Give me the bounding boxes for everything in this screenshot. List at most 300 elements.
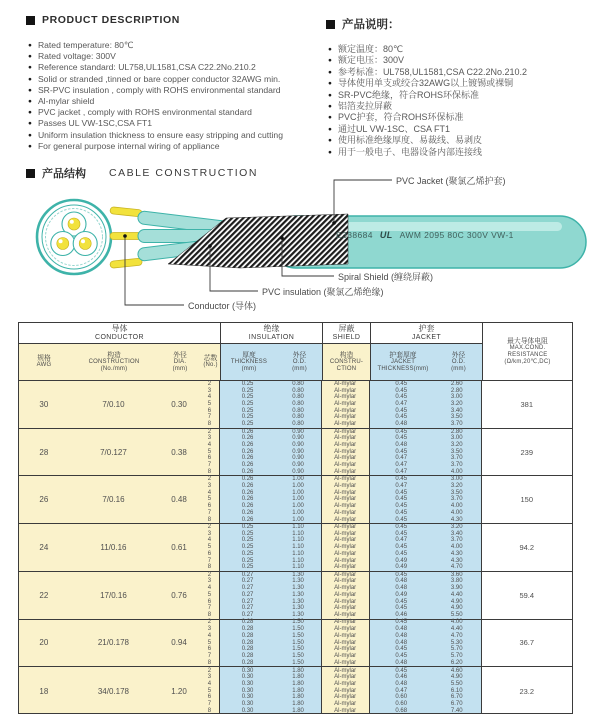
ins-thickness-value: 0.25 xyxy=(241,557,254,564)
jacket-od-value: 4.00 xyxy=(450,509,463,516)
jacket-od-value: 3.50 xyxy=(450,489,463,496)
jacket-od-value: 4.00 xyxy=(450,468,463,475)
cores-value: 8 xyxy=(207,611,212,618)
jacket-line xyxy=(370,688,481,695)
insulation-line xyxy=(220,626,321,633)
ins-od-value: 1.50 xyxy=(292,626,304,633)
jacket-line xyxy=(370,401,481,408)
ins-thickness-value: 0.25 xyxy=(241,421,254,428)
bullet-icon: ● xyxy=(328,137,332,145)
cores-value: 4 xyxy=(207,394,212,401)
construction-value: 34/0.178 xyxy=(69,667,158,714)
cores-column xyxy=(200,667,220,714)
product-description-title: PRODUCT DESCRIPTION xyxy=(42,14,180,26)
jacket-od-value: 3.50 xyxy=(450,414,463,421)
insulation-line xyxy=(220,490,321,497)
table-row-group-awg-28 xyxy=(19,429,572,477)
dia-value: 0.38 xyxy=(158,429,200,476)
cores-value: 3 xyxy=(207,626,212,633)
ins-od-value: 1.50 xyxy=(292,632,304,639)
bullet-icon: ● xyxy=(328,68,332,76)
ins-od-value: 0.90 xyxy=(292,455,304,462)
jacket-od-value: 5.30 xyxy=(450,639,463,646)
column-header-line: CONSTRUCTION xyxy=(88,359,140,366)
column-header-line: 外径 xyxy=(451,351,466,359)
ins-thickness-value: 0.28 xyxy=(241,659,254,666)
product-description-list xyxy=(28,40,328,152)
jacket-thickness-value: 0.47 xyxy=(395,483,408,489)
jacket-od-value: 4.90 xyxy=(450,674,463,681)
jacket-od-value: 3.70 xyxy=(450,455,463,462)
ins-od-value: 1.00 xyxy=(292,496,304,503)
jacket-od-value: 4.00 xyxy=(450,619,463,626)
insulation-line xyxy=(220,537,321,544)
list-item-text: 通过UL VW-1SC、CSA FT1 xyxy=(337,123,450,134)
ins-od-value: 1.30 xyxy=(292,571,304,578)
list-item xyxy=(28,85,328,96)
jacket-line xyxy=(370,605,481,612)
jacket-line xyxy=(370,476,481,483)
jacket-od-value: 4.30 xyxy=(450,550,463,557)
list-item xyxy=(28,141,328,152)
ins-od-value: 1.30 xyxy=(292,578,304,585)
column-header-line: O.D. xyxy=(292,359,307,366)
cores-value: 7 xyxy=(207,414,212,421)
cores-value: 2 xyxy=(207,667,212,674)
jacket-values xyxy=(370,381,482,428)
cores-value: 6 xyxy=(207,694,212,701)
jacket-values xyxy=(370,429,482,476)
ins-thickness-value: 0.30 xyxy=(241,707,254,714)
jacket-line xyxy=(370,537,481,544)
conductor-tip xyxy=(110,207,143,217)
shield-value: Al-mylar xyxy=(334,619,357,626)
column-header-line: THICKNESS xyxy=(230,359,268,366)
jacket-line xyxy=(370,462,481,469)
jacket-thickness-value: 0.68 xyxy=(395,707,408,714)
insulation-line xyxy=(220,414,321,421)
ins-od-value: 1.80 xyxy=(292,687,304,694)
list-item-text: Solid or stranded ,tinned or bare copper conductor 32AWG min. xyxy=(37,73,281,84)
column-header-line: CTION xyxy=(336,365,357,372)
jacket-od-value: 3.70 xyxy=(450,537,463,544)
ins-od-value: 0.90 xyxy=(292,468,304,475)
jacket-od-value: 4.70 xyxy=(450,564,463,571)
cores-value: 2 xyxy=(207,428,212,435)
jacket-od-value: 3.00 xyxy=(450,476,463,483)
column-header-jacket_od xyxy=(435,344,483,380)
list-item-text: Reference standard: UL758,UL1581,CSA C22.2No.210.2 xyxy=(37,62,256,73)
list-item-text: Rated voltage: 300V xyxy=(37,51,116,62)
shield-value: Al-mylar xyxy=(334,448,357,455)
ins-thickness-value: 0.26 xyxy=(241,489,254,496)
jacket-thickness-value: 0.45 xyxy=(395,571,408,578)
shield-values xyxy=(322,572,370,619)
list-item-text: Rated temperature: 80℃ xyxy=(37,40,134,50)
ins-thickness-value: 0.26 xyxy=(241,442,254,448)
column-header-awg xyxy=(19,344,69,380)
column-header-line: 规格 xyxy=(37,355,51,362)
list-item-text: Al-mylar shield xyxy=(37,96,95,107)
ins-thickness-value: 0.27 xyxy=(241,591,254,598)
insulation-values xyxy=(220,476,322,523)
insulation-line xyxy=(220,578,321,585)
insulation-line xyxy=(220,572,321,579)
cores-value: 4 xyxy=(207,537,212,544)
shield-value: Al-mylar xyxy=(334,530,357,537)
column-header-jacket_thickness xyxy=(371,344,435,380)
ins-od-value: 1.10 xyxy=(292,524,304,530)
jacket-od-value: 4.90 xyxy=(450,598,463,605)
product-description-cn-header xyxy=(326,16,400,32)
jacket-od-value: 4.90 xyxy=(450,605,463,612)
shield-value: Al-mylar xyxy=(334,701,357,708)
cores-value: 8 xyxy=(207,564,212,571)
insulation-line xyxy=(220,455,321,462)
jacket-thickness-value: 0.47 xyxy=(395,455,408,462)
ins-thickness-value: 0.26 xyxy=(241,428,254,435)
shield-value: Al-mylar xyxy=(334,707,357,714)
column-header-line: O.D. xyxy=(451,359,466,366)
ins-od-value: 0.80 xyxy=(292,380,304,387)
jacket-thickness-value: 0.48 xyxy=(395,681,408,688)
label-pvc-insulation: PVC insulation (聚氯乙烯绝缘) xyxy=(262,287,384,297)
ins-od-value: 1.10 xyxy=(292,537,304,544)
shield-value: Al-mylar xyxy=(334,455,357,462)
list-item xyxy=(328,124,598,135)
shield-values xyxy=(322,381,370,428)
jacket-line xyxy=(370,517,481,524)
jacket-od-value: 3.40 xyxy=(450,407,463,414)
cores-value: 5 xyxy=(207,401,212,407)
cores-value: 7 xyxy=(207,701,212,708)
jacket-line xyxy=(370,442,481,449)
shield-value: Al-mylar xyxy=(334,639,357,646)
cores-column xyxy=(200,429,220,476)
dia-value: 0.48 xyxy=(158,476,200,523)
column-header-line: (Ω/km,20℃,DC) xyxy=(504,358,551,365)
ins-od-value: 1.50 xyxy=(292,646,304,653)
shield-value: Al-mylar xyxy=(334,674,357,681)
jacket-line xyxy=(370,572,481,579)
shield-value: Al-mylar xyxy=(334,681,357,688)
jacket-line xyxy=(370,496,481,503)
ins-od-value: 0.90 xyxy=(292,442,304,448)
jacket-line xyxy=(370,619,481,626)
bullet-icon: ● xyxy=(28,131,32,139)
jacket-thickness-value: 0.45 xyxy=(395,598,408,605)
square-bullet-icon xyxy=(26,16,35,25)
group-label-en: JACKET xyxy=(411,334,442,341)
list-item xyxy=(28,118,328,129)
shield-value: Al-mylar xyxy=(334,414,357,421)
ins-od-value: 0.80 xyxy=(292,421,304,428)
jacket-line xyxy=(370,578,481,585)
ins-od-value: 0.90 xyxy=(292,428,304,435)
cores-value: 2 xyxy=(207,571,212,578)
ins-od-value: 1.80 xyxy=(292,701,304,708)
ins-od-value: 0.90 xyxy=(292,435,304,442)
resistance-value: 381 xyxy=(520,399,534,409)
ins-thickness-value: 0.26 xyxy=(241,496,254,503)
conductor-tip xyxy=(110,258,143,268)
dia-value: 0.61 xyxy=(158,524,200,571)
ins-thickness-value: 0.28 xyxy=(241,639,254,646)
column-header-line: DIA. xyxy=(173,359,187,366)
jacket-line xyxy=(370,388,481,395)
jacket-line xyxy=(370,701,481,708)
cores-column xyxy=(200,620,220,667)
cores-value: 5 xyxy=(207,591,212,598)
shield-value: Al-mylar xyxy=(334,509,357,516)
list-item xyxy=(328,90,598,101)
jacket-thickness-value: 0.45 xyxy=(395,667,408,674)
ins-od-value: 1.00 xyxy=(292,516,304,523)
table-row-group-awg-30 xyxy=(19,381,572,429)
jacket-thickness-value: 0.45 xyxy=(395,503,408,510)
ins-thickness-value: 0.25 xyxy=(241,530,254,537)
jacket-od-value: 3.50 xyxy=(450,448,463,455)
table-group-header-row xyxy=(19,323,483,344)
column-header-dia xyxy=(159,344,201,380)
insulation-line xyxy=(220,694,321,701)
column-header-line: (No./mm) xyxy=(100,365,128,372)
shield-value: Al-mylar xyxy=(334,632,357,639)
jacket-thickness-value: 0.45 xyxy=(395,448,408,455)
jacket-od-value: 4.70 xyxy=(450,632,463,639)
cores-value: 7 xyxy=(207,557,212,564)
insulation-values xyxy=(220,524,322,571)
jacket-line xyxy=(370,469,481,476)
cable-print xyxy=(336,230,514,240)
bullet-icon: ● xyxy=(328,91,332,99)
insulation-line xyxy=(220,462,321,469)
bullet-icon: ● xyxy=(328,114,332,122)
awg-value: 22 xyxy=(19,572,69,619)
insulation-line xyxy=(220,449,321,456)
shield-value: Al-mylar xyxy=(334,442,357,448)
product-description-header xyxy=(26,14,180,26)
construction-value: 7/0.16 xyxy=(69,476,158,523)
jacket-thickness-value: 0.45 xyxy=(395,394,408,401)
shield-value: Al-mylar xyxy=(334,537,357,544)
jacket-line xyxy=(370,429,481,436)
cable-print-rating: AWM 2095 80C 300V VW-1 xyxy=(399,230,514,240)
list-item-text: SR-PVC绝缘，符合ROHS环保标准 xyxy=(337,89,479,100)
shield-value: Al-mylar xyxy=(334,387,357,394)
jacket-thickness-value: 0.45 xyxy=(395,387,408,394)
jacket-thickness-value: 0.45 xyxy=(395,476,408,483)
column-header-ins_od xyxy=(277,344,323,380)
column-header-line: JACKET xyxy=(390,359,416,366)
jacket-od-value: 3.00 xyxy=(450,435,463,442)
jacket-line xyxy=(370,668,481,675)
ins-thickness-value: 0.26 xyxy=(241,455,254,462)
cores-value: 5 xyxy=(207,544,212,551)
shield-value: Al-mylar xyxy=(334,652,357,659)
jacket-thickness-value: 0.45 xyxy=(395,652,408,659)
insulation-line xyxy=(220,394,321,401)
insulation-line xyxy=(220,476,321,483)
jacket-od-value: 5.70 xyxy=(450,646,463,653)
insulation-line xyxy=(220,605,321,612)
jacket-thickness-value: 0.45 xyxy=(395,414,408,421)
dia-value: 1.20 xyxy=(158,667,200,714)
jacket-od-value: 3.60 xyxy=(450,571,463,578)
ins-thickness-value: 0.25 xyxy=(241,407,254,414)
jacket-od-value: 4.30 xyxy=(450,557,463,564)
column-header-cores xyxy=(201,344,221,380)
jacket-line xyxy=(370,646,481,653)
jacket-od-value: 4.30 xyxy=(450,516,463,523)
list-item xyxy=(28,51,328,62)
ins-od-value: 1.00 xyxy=(292,503,304,510)
jacket-values xyxy=(370,476,482,523)
group-header-jacket xyxy=(371,323,483,343)
insulation-line xyxy=(220,408,321,415)
ins-thickness-value: 0.25 xyxy=(241,380,254,387)
cores-value: 8 xyxy=(207,516,212,523)
insulation-line xyxy=(220,612,321,619)
insulation-line xyxy=(220,681,321,688)
jacket-thickness-value: 0.47 xyxy=(395,462,408,469)
insulation-line xyxy=(220,619,321,626)
shield-values xyxy=(322,524,370,571)
jacket-od-value: 4.40 xyxy=(450,591,463,598)
awg-value: 26 xyxy=(19,476,69,523)
list-item-text: PVC jacket , comply with ROHS environmental standard xyxy=(37,107,252,118)
group-label-cn: 屏蔽 xyxy=(338,324,355,333)
jacket-thickness-value: 0.45 xyxy=(395,530,408,537)
list-item-text: SR-PVC insulation , comply with ROHS environmental standard xyxy=(37,84,281,95)
jacket-od-value: 2.60 xyxy=(450,380,463,387)
cores-value: 5 xyxy=(207,639,212,646)
cores-column xyxy=(200,381,220,428)
jacket-thickness-value: 0.48 xyxy=(395,626,408,633)
jacket-thickness-value: 0.45 xyxy=(395,646,408,653)
ins-od-value: 1.30 xyxy=(292,591,304,598)
insulation-line xyxy=(220,674,321,681)
ins-thickness-value: 0.25 xyxy=(241,387,254,394)
awg-value: 20 xyxy=(19,620,69,667)
insulation-line xyxy=(220,558,321,565)
jacket-thickness-value: 0.45 xyxy=(395,435,408,442)
shield-value: Al-mylar xyxy=(334,421,357,428)
ins-od-value: 1.10 xyxy=(292,564,304,571)
cable-cross-section-diagram xyxy=(37,200,111,274)
jacket-line xyxy=(370,592,481,599)
bullet-icon: ● xyxy=(28,64,32,72)
jacket-thickness-value: 0.45 xyxy=(395,428,408,435)
shield-value: Al-mylar xyxy=(334,694,357,701)
bullet-icon: ● xyxy=(28,98,32,106)
construction-value: 7/0.127 xyxy=(69,429,158,476)
column-header-line: MAX.COND. xyxy=(509,345,546,352)
jacket-thickness-value: 0.46 xyxy=(395,611,408,618)
resistance-value: 150 xyxy=(520,495,534,505)
bullet-icon: ● xyxy=(328,103,332,111)
ins-thickness-value: 0.26 xyxy=(241,435,254,442)
jacket-thickness-value: 0.45 xyxy=(395,619,408,626)
column-header-line: AWG xyxy=(36,362,52,369)
ins-od-value: 1.00 xyxy=(292,476,304,483)
column-header-line: 护套厚度 xyxy=(389,351,417,359)
ins-thickness-value: 0.26 xyxy=(241,516,254,523)
ins-thickness-value: 0.30 xyxy=(241,701,254,708)
list-item-text: Uniform insulation thickness to ensure easy stripping and cutting xyxy=(37,129,283,140)
ins-thickness-value: 0.25 xyxy=(241,544,254,551)
column-header-line: CONSTRU- xyxy=(329,359,364,366)
group-header-conductor xyxy=(19,323,221,343)
jacket-line xyxy=(370,551,481,558)
jacket-thickness-value: 0.48 xyxy=(395,659,408,666)
cable-print-cert: E338684 xyxy=(336,230,373,240)
shield-value: Al-mylar xyxy=(334,659,357,666)
dia-value: 0.76 xyxy=(158,572,200,619)
ins-od-value: 0.90 xyxy=(292,462,304,469)
bullet-icon: ● xyxy=(28,120,32,128)
list-item xyxy=(28,96,328,107)
ins-thickness-value: 0.25 xyxy=(241,564,254,571)
jacket-thickness-value: 0.45 xyxy=(395,407,408,414)
ins-thickness-value: 0.25 xyxy=(241,394,254,401)
bullet-icon: ● xyxy=(328,57,332,65)
insulation-values xyxy=(220,429,322,476)
cores-value: 6 xyxy=(207,646,212,653)
ins-od-value: 1.80 xyxy=(292,681,304,688)
list-item-text: 导体使用单支或绞合32AWG以上镀锡或裸铜 xyxy=(337,78,514,89)
cores-value: 2 xyxy=(207,524,212,530)
jacket-line xyxy=(370,674,481,681)
awg-value: 30 xyxy=(19,381,69,428)
jacket-od-value: 3.70 xyxy=(450,421,463,428)
jacket-line xyxy=(370,421,481,428)
shield-value: Al-mylar xyxy=(334,496,357,503)
shield-value: Al-mylar xyxy=(334,435,357,442)
list-item xyxy=(28,107,328,118)
table-row-group-awg-26 xyxy=(19,476,572,524)
list-item-text: For general purpose internal wiring of appliance xyxy=(37,140,220,151)
shield-value: Al-mylar xyxy=(334,687,357,694)
jacket-line xyxy=(370,414,481,421)
ins-thickness-value: 0.30 xyxy=(241,667,254,674)
jacket-thickness-value: 0.48 xyxy=(395,585,408,592)
ins-thickness-value: 0.28 xyxy=(241,646,254,653)
shield-value: Al-mylar xyxy=(334,503,357,510)
ins-od-value: 1.50 xyxy=(292,619,304,626)
jacket-od-value: 3.90 xyxy=(450,585,463,592)
ins-od-value: 0.90 xyxy=(292,448,304,455)
list-item xyxy=(28,74,328,85)
ins-od-value: 0.80 xyxy=(292,387,304,394)
group-label-en: CONDUCTOR xyxy=(95,334,144,341)
ins-od-value: 0.80 xyxy=(292,414,304,421)
dia-value: 0.94 xyxy=(158,620,200,667)
cores-value: 2 xyxy=(207,380,212,387)
group-label-cn: 护套 xyxy=(418,324,435,333)
insulation-line xyxy=(220,585,321,592)
cores-value: 3 xyxy=(207,674,212,681)
jacket-line xyxy=(370,633,481,640)
cores-value: 6 xyxy=(207,407,212,414)
cores-value: 7 xyxy=(207,652,212,659)
cores-value: 8 xyxy=(207,707,212,714)
column-header-line: 最大导体电阻 xyxy=(507,337,548,345)
shield-value: Al-mylar xyxy=(334,544,357,551)
list-item-text: Passes UL VW-1SC,CSA FT1 xyxy=(37,118,153,129)
bullet-icon: ● xyxy=(28,42,32,49)
column-header-line: (mm) xyxy=(172,365,188,372)
